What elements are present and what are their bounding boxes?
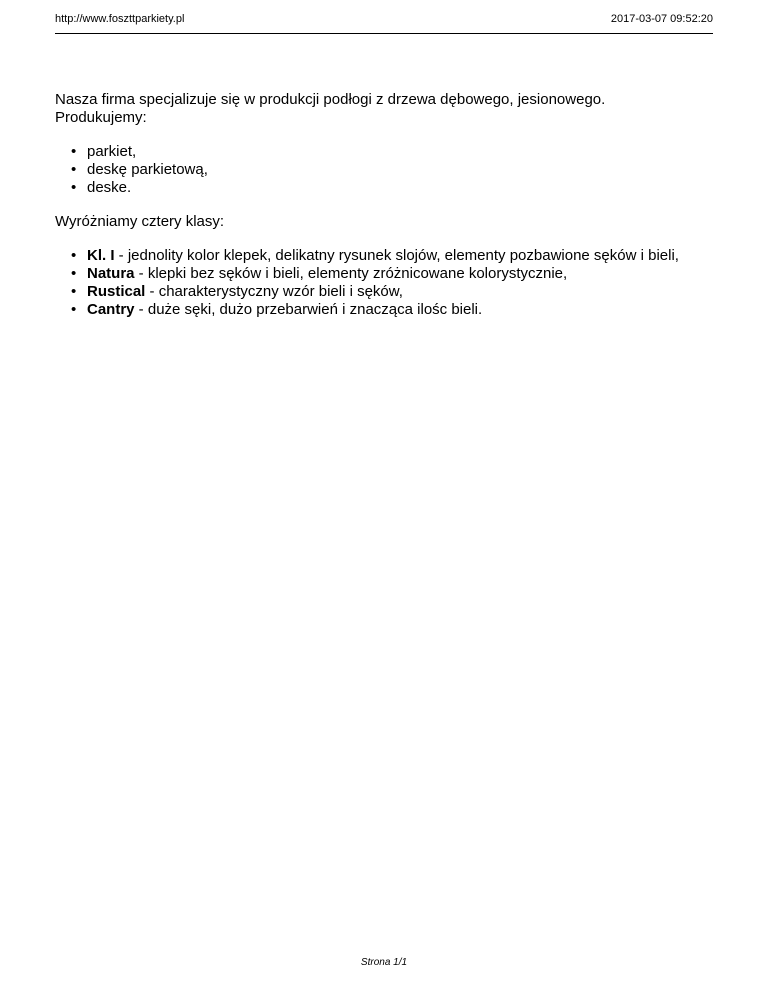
list-item: • deskę parkietową, [71,161,208,178]
intro-line: Nasza firma specjalizuje się w produkcji podłogi z drzewa dębowego, jesionowego. [55,91,606,108]
intro-paragraph [55,91,725,127]
class-name: Cantry [87,301,135,318]
class-name: Kl. I [87,247,115,264]
products-list [55,143,725,197]
bullet-icon: • [71,265,77,282]
page-number: Strona 1/1 [360,957,408,968]
bullet-icon: • [71,179,77,196]
list-item: • deske. [71,179,132,196]
list-item [71,283,725,301]
bullet-icon: • [71,143,77,160]
list-item [71,301,725,319]
document-body [55,91,725,319]
intro-line: Produkujemy: [55,109,147,126]
list-item: • parkiet, [71,143,137,160]
bullet-icon: • [71,301,77,318]
class-name: Rustical [87,283,146,300]
list-item [71,265,725,283]
bullet-icon: • [71,247,77,264]
bullet-icon: • [71,161,77,178]
bullet-icon: • [71,283,77,300]
classes-intro: Wyróżniamy cztery klasy: [55,213,225,230]
header-url: http://www.foszttparkiety.pl [55,13,185,25]
classes-list [55,247,725,319]
list-item [71,247,725,265]
class-description: - charakterystyczny wzór bieli i sęków, [145,283,403,300]
page-header [55,9,713,34]
page-footer [0,957,768,968]
class-description: - duże sęki, dużo przebarwień i znacząca ilośc bieli. [134,301,483,318]
class-description: - klepki bez sęków i bieli, elementy zróżnicowane kolorystycznie, [134,265,568,282]
class-name: Natura [87,265,135,282]
class-description: - jednolity kolor klepek, delikatny rysunek slojów, elementy pozbawione sęków i bieli, [114,247,679,264]
header-datetime: 2017-03-07 09:52:20 [610,13,713,25]
